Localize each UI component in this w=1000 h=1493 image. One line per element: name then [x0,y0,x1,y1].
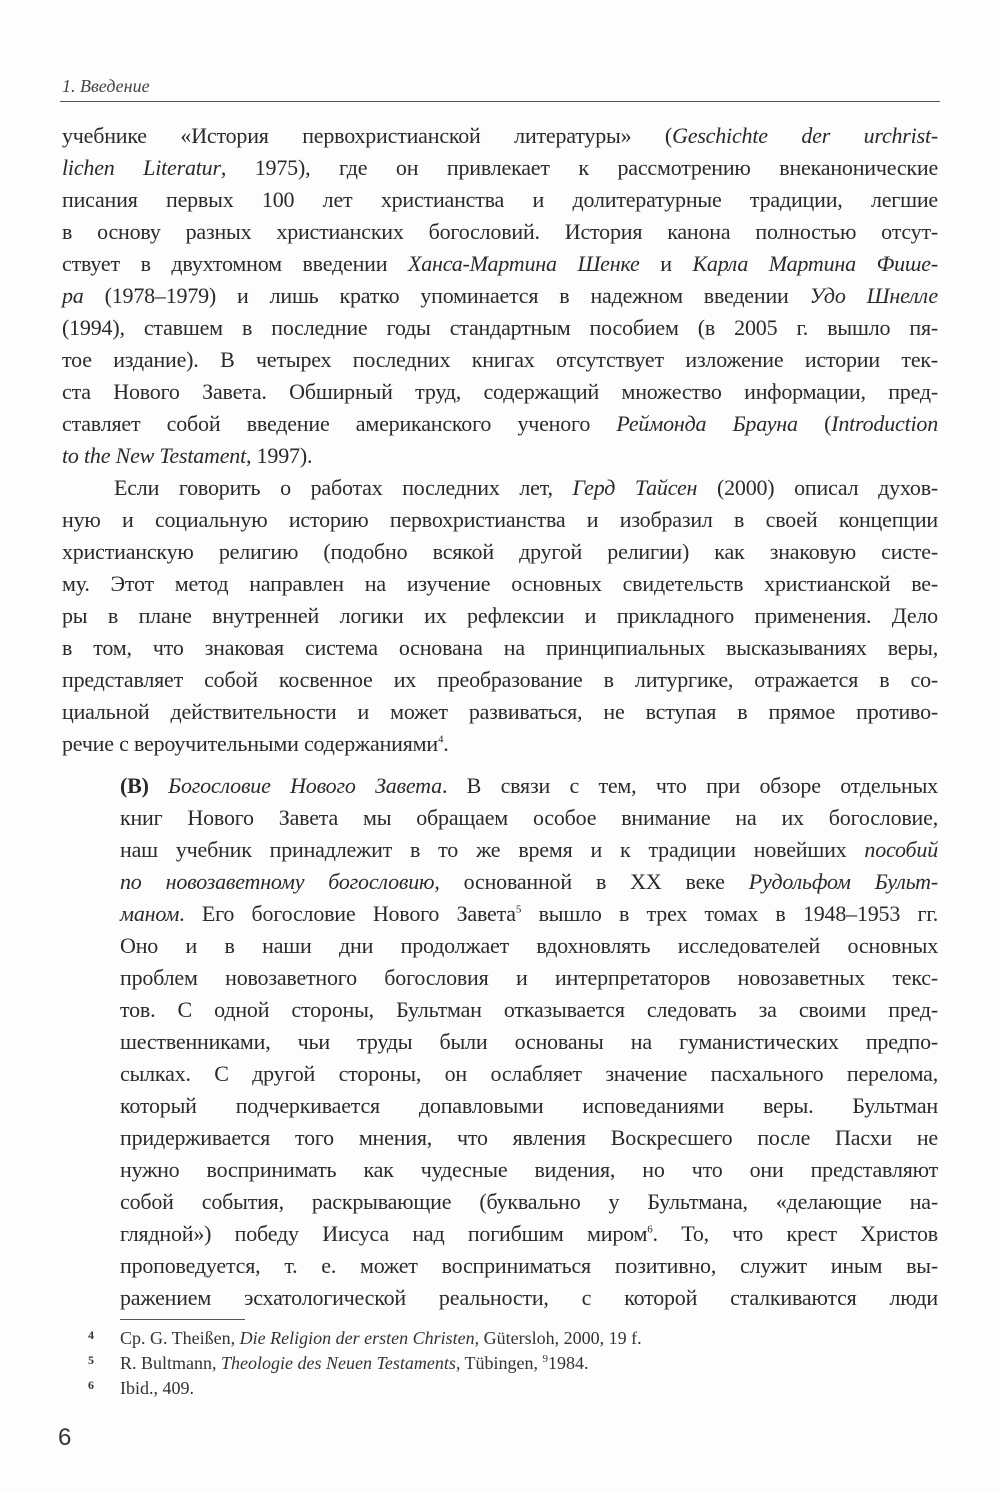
paragraph-gap [62,760,938,770]
text-run: речие с вероучительными содержаниями [62,731,438,756]
text-run: Ibid., 409. [120,1378,194,1398]
text-line [120,1122,938,1154]
text-run: . Его богословие Нового Завета [179,901,516,926]
footnote-ref: 6 [647,1223,653,1236]
text-run: to the New Testament [62,443,247,468]
text-line [62,504,938,536]
main-text [62,120,938,1314]
footnote-number: 5 [88,1353,94,1367]
text-line [120,1218,938,1250]
text-line [62,440,938,472]
text-run: ражением эсхатологической реальности, с которой сталкиваются люди [120,1285,938,1310]
text-line [62,600,938,632]
text-run: наш учебник принадлежит в то же время и к традиции новейших [120,837,865,862]
text-run: (B) [120,773,149,798]
text-run: ставляет собой введение американского ученого [62,411,617,436]
text-line [62,664,938,696]
text-run: книг Нового Завета мы обращаем особое внимание на их богословие, [120,805,938,830]
text-line [62,248,938,280]
text-run: шественниками, чьи труды были основаны на гуманистических предпо- [120,1029,938,1054]
text-run [149,773,168,798]
text-run: Если говорить о работах последних лет, [114,475,573,500]
paragraph [62,120,938,472]
text-line [62,312,938,344]
text-run: христианскую религию (подобно всякой другой религии) как знаковую систе- [62,539,938,564]
footnote-ref: 5 [515,903,522,916]
text-run: сылках. С другой стороны, он ослабляет значение пасхального перелома, [120,1061,938,1086]
text-run: 1984. [548,1353,589,1373]
text-run: нужно воспринимать как чудесные видения, но что они представляют [120,1157,938,1182]
text-run: , основанной в XX веке [434,869,749,894]
text-run: (1978–1979) и лишь кратко упоминается в надежном введении [83,283,810,308]
text-run: вышло в трех томах в 1948–1953 гг. [521,901,939,926]
text-run: проблем новозаветного богословия и интерпретаторов новозаветных текс- [120,965,938,990]
text-run: Богословие Нового Завета [168,773,442,798]
text-line [120,834,938,866]
footnote [88,1376,642,1401]
text-line [62,728,938,760]
text-run: ста Нового Завета. Обширный труд, содержащий множество информации, пред- [62,379,938,404]
footnote [88,1326,642,1351]
text-line [62,152,938,184]
text-run: . В связи с тем, что при обзоре отдельных [441,773,938,798]
text-line [62,344,938,376]
text-run: в том, что знаковая система основана на принципиальных высказываниях веры, [62,635,938,660]
paragraph [62,472,938,760]
text-run: Реймонда Брауна [616,411,798,436]
text-line [120,866,938,898]
text-line [120,1282,938,1314]
text-run: . То, что крест Христов [652,1221,938,1246]
text-run: глядной») победу Иисуса над погибшим миром [120,1221,648,1246]
text-run: Ханса-Мартина Шенке [407,251,640,276]
text-line [62,184,938,216]
text-run: му. Этот метод направлен на изучение основных свидетельств христианской ве- [62,571,938,596]
text-run: Gütersloh, 2000, 19 f. [479,1328,642,1348]
text-line [62,120,938,152]
text-run: учебнике «История первохристианской литературы» ( [62,123,673,148]
text-run: придерживается того мнения, что явления Воскресшего после Пасхи не [120,1125,938,1150]
text-run: Рудольфом Бульт- [748,869,938,894]
text-run: Герд Тайсен [572,475,698,500]
text-line [120,994,938,1026]
text-line [62,536,938,568]
text-run: тое издание). В четырех последних книгах отсутствует изложение истории тек- [62,347,938,372]
text-run: в основу разных христианских богословий. История канона полностью отсут- [62,219,938,244]
text-line [120,802,938,834]
text-run: . [443,731,449,756]
text-run: R. Bultmann, [120,1353,222,1373]
footnote-ref: 4 [437,733,444,746]
text-line [62,216,938,248]
text-run: и [639,251,693,276]
text-run: тов. С одной стороны, Бультман отказывается следовать за своими пред- [120,997,938,1022]
footnote-ref: 9 [542,1353,549,1365]
footnote-separator [120,1319,245,1320]
text-run: , 1975), где он привлекает к рассмотрению внеканонические [220,155,939,180]
text-run: , 1997). [246,443,313,468]
text-run: Die Religion der ersten Christen, [239,1328,480,1348]
text-run: ра [62,283,84,308]
text-line [62,280,938,312]
text-line [62,632,938,664]
text-line [120,930,938,962]
text-run: Карла Мартина Фише- [692,251,938,276]
text-line [62,376,938,408]
text-line [120,1026,938,1058]
text-run: собой события, раскрывающие (буквально у Бультмана, «делающие на- [120,1189,938,1214]
paragraph [120,770,938,1314]
text-run: Оно и в наши дни продолжает вдохновлять исследователей основных [120,933,938,958]
text-line [120,1154,938,1186]
text-line [62,696,938,728]
text-run: ры в плане внутренней логики их рефлексии и прикладного применения. Дело [62,603,938,628]
text-line [120,770,938,802]
text-run: который подчеркивается допавловыми исповеданиями веры. Бультман [120,1093,938,1118]
text-run: пособий [864,837,938,862]
page-number: 6 [58,1424,72,1451]
text-line [120,898,938,930]
footnote [88,1351,642,1376]
text-line [62,568,938,600]
text-run: ную и социальную историю первохристианства и изобразил в своей концепции [62,507,938,532]
text-run: Theologie des Neuen Testaments, [221,1353,461,1373]
text-run: писания первых 100 лет христианства и долитературные традиции, легшие [62,187,938,212]
running-head: 1. Введение [62,76,150,96]
text-run: представляет собой косвенное их преобразование в литургике, отражается в со- [62,667,938,692]
text-line [120,1058,938,1090]
text-run: циальной действительности и может развиваться, не вступая в прямое противо- [62,699,938,724]
text-line [120,1186,938,1218]
text-run: Geschichte der urchrist- [672,123,938,148]
text-line [62,472,938,504]
text-run: (1994), ставшем в последние годы стандартным пособием (в 2005 г. вышло пя- [62,315,938,340]
text-run: ствует в двухтомном введении [62,251,408,276]
text-line [120,1250,938,1282]
text-line [62,408,938,440]
footnote-number: 6 [88,1378,94,1392]
footnote-number: 4 [88,1328,94,1342]
text-run: ( [797,411,832,436]
text-run: Introduction [831,411,938,436]
text-run: Tübingen, [460,1353,543,1373]
text-run: Cp. G. Theißen, [120,1328,240,1348]
text-run: проповедуется, т. е. может восприниматься позитивно, служит иным вы- [120,1253,938,1278]
text-line [120,1090,938,1122]
text-run: по новозаветному богословию [120,869,435,894]
text-run: lichen Literatur [62,155,221,180]
header-rule [60,101,940,102]
footnotes [88,1326,642,1401]
text-line [120,962,938,994]
text-run: маном [120,901,180,926]
text-run: (2000) описал духов- [697,475,939,500]
text-run: Удо Шнелле [809,283,938,308]
